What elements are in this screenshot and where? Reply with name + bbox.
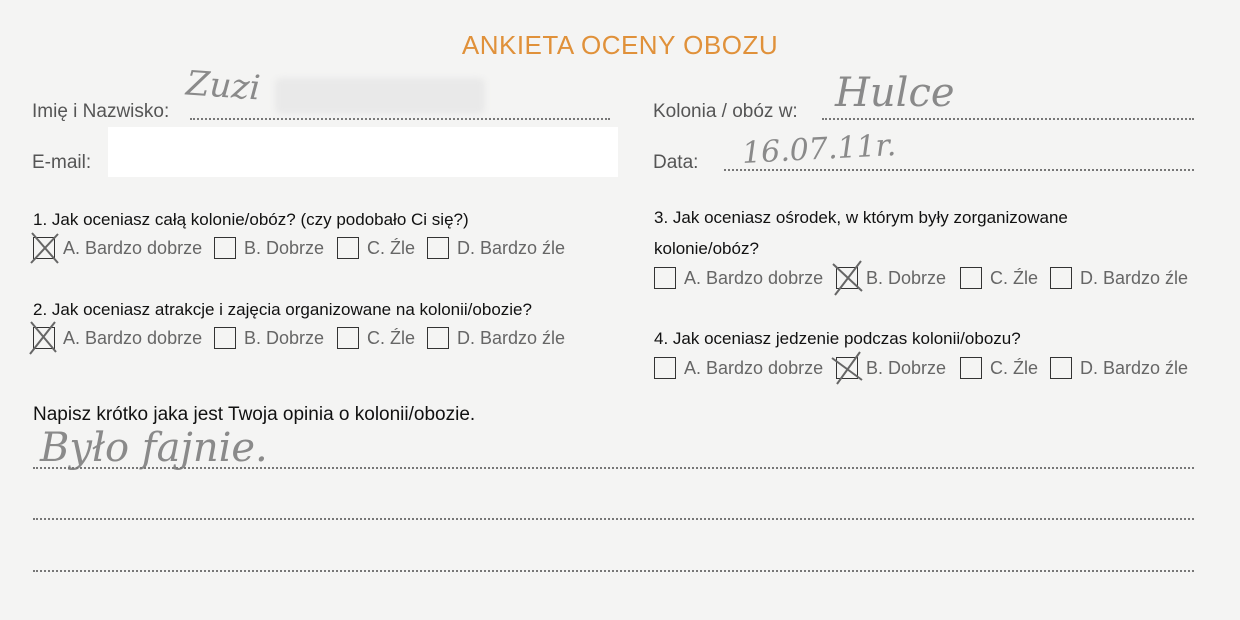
checkbox[interactable]	[214, 237, 236, 259]
opinion-line-3	[33, 568, 1194, 572]
q4-option-c[interactable]	[960, 357, 1038, 379]
email-redaction	[108, 127, 618, 177]
name-dotted-line	[190, 116, 610, 120]
camp-handwriting: Hulce	[835, 70, 955, 116]
option-label: C. Źle	[367, 237, 416, 258]
option-label: C. Źle	[367, 327, 416, 348]
checkbox[interactable]	[960, 357, 982, 379]
checkbox[interactable]	[427, 327, 449, 349]
option-label: B. Dobrze	[244, 237, 325, 258]
q4-option-d[interactable]	[1050, 357, 1188, 379]
checkbox[interactable]	[214, 327, 236, 349]
date-handwriting: 16.07.11r.	[741, 127, 897, 172]
checkbox[interactable]	[33, 237, 55, 259]
option-label: D. Bardzo źle	[1080, 357, 1189, 378]
option-label: A. Bardzo dobrze	[684, 267, 824, 288]
option-label: A. Bardzo dobrze	[684, 357, 824, 378]
q4-option-a[interactable]	[654, 357, 823, 379]
option-label: C. Źle	[990, 267, 1039, 288]
checkbox[interactable]	[1050, 267, 1072, 289]
checkbox[interactable]	[654, 267, 676, 289]
opinion-line-1	[33, 465, 1194, 469]
q1-option-d[interactable]	[427, 237, 565, 259]
q2-option-a[interactable]	[33, 327, 202, 349]
name-handwriting: Zuzi	[184, 63, 262, 109]
q1-option-c[interactable]	[337, 237, 415, 259]
option-label: D. Bardzo źle	[457, 237, 566, 258]
question-1: 1. Jak oceniasz całą kolonie/obóz? (czy podobało Ci się?)	[33, 210, 469, 229]
opinion-handwriting: Było fajnie.	[40, 425, 268, 471]
cross-mark-icon	[28, 230, 62, 266]
option-label: B. Dobrze	[866, 267, 947, 288]
option-label: A. Bardzo dobrze	[63, 327, 203, 348]
q3-option-c[interactable]	[960, 267, 1038, 289]
cross-mark-icon	[831, 260, 865, 296]
q2-option-b[interactable]	[214, 327, 324, 349]
q3-option-d[interactable]	[1050, 267, 1188, 289]
checkbox[interactable]	[836, 267, 858, 289]
opinion-prompt: Napisz krótko jaka jest Twoja opinia o kolonii/obozie.	[33, 404, 476, 425]
q4-option-b[interactable]	[836, 357, 946, 379]
checkbox[interactable]	[836, 357, 858, 379]
question-4: 4. Jak oceniasz jedzenie podczas kolonii/obozu?	[654, 329, 1021, 348]
question-3-line-1: 3. Jak oceniasz ośrodek, w którym były zorganizowane	[654, 208, 1068, 227]
opinion-line-2	[33, 516, 1194, 520]
camp-label: Kolonia / obóz w:	[653, 101, 798, 122]
q3-option-a[interactable]	[654, 267, 823, 289]
checkbox[interactable]	[427, 237, 449, 259]
checkbox[interactable]	[337, 237, 359, 259]
question-2: 2. Jak oceniasz atrakcje i zajęcia organizowane na kolonii/obozie?	[33, 300, 532, 319]
option-label: C. Źle	[990, 357, 1039, 378]
checkbox[interactable]	[654, 357, 676, 379]
cross-mark-icon	[28, 320, 62, 356]
q1-option-a[interactable]	[33, 237, 202, 259]
option-label: D. Bardzo źle	[457, 327, 566, 348]
checkbox[interactable]	[337, 327, 359, 349]
question-3-line-2: kolonie/obóz?	[654, 239, 759, 258]
checkbox[interactable]	[960, 267, 982, 289]
option-label: A. Bardzo dobrze	[63, 237, 203, 258]
name-label: Imię i Nazwisko:	[32, 101, 170, 122]
camp-dotted-line	[822, 116, 1194, 120]
q3-option-b[interactable]	[836, 267, 946, 289]
option-label: B. Dobrze	[866, 357, 947, 378]
q1-option-b[interactable]	[214, 237, 324, 259]
option-label: B. Dobrze	[244, 327, 325, 348]
option-label: D. Bardzo źle	[1080, 267, 1189, 288]
cross-mark-icon	[831, 350, 865, 386]
date-label: Data:	[653, 152, 699, 173]
checkbox[interactable]	[1050, 357, 1072, 379]
q2-option-c[interactable]	[337, 327, 415, 349]
email-label: E-mail:	[32, 152, 92, 173]
blurred-surname	[275, 78, 485, 114]
form-title: ANKIETA OCENY OBOZU	[461, 30, 779, 60]
checkbox[interactable]	[33, 327, 55, 349]
q2-option-d[interactable]	[427, 327, 565, 349]
